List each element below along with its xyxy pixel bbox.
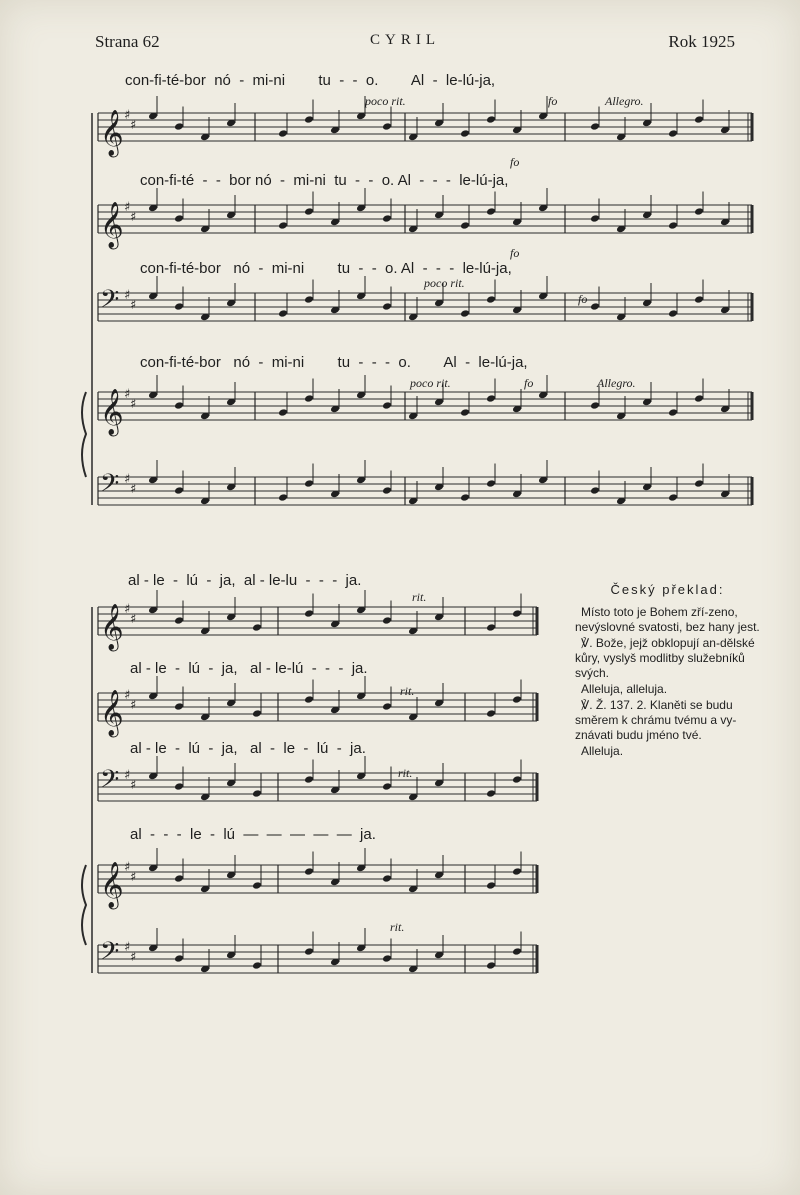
sharp-icon: ♯ — [124, 387, 131, 402]
sharp-icon: ♯ — [124, 688, 131, 703]
lyric-line: al - - - le - lú — — — — — ja. — [130, 826, 376, 843]
dynamic-marking: fo — [578, 292, 588, 306]
treble-clef-icon: 𝄞 — [100, 110, 124, 156]
bass-clef-icon: 𝄢 — [100, 765, 120, 800]
note-head — [174, 782, 184, 791]
sharp-icon: ♯ — [124, 200, 131, 215]
bass-clef-icon: 𝄢 — [100, 937, 120, 972]
note-head — [590, 401, 600, 410]
note-head — [460, 129, 470, 138]
note-head — [460, 493, 470, 502]
note-head — [174, 122, 184, 131]
sharp-icon: ♯ — [124, 768, 131, 783]
translation-paragraph: ℣. Ž. 137. 2. Klaněti se budu směrem k chrámu tvému a vy-znávati budu jméno tvé. — [575, 698, 737, 742]
note-head — [174, 702, 184, 711]
note-head — [382, 702, 392, 711]
note-head — [304, 115, 314, 124]
year-label: Rok 1925 — [668, 32, 735, 51]
tempo-marking: poco rit. — [424, 276, 465, 290]
note-head — [668, 309, 678, 318]
note-head — [174, 302, 184, 311]
note-head — [382, 122, 392, 131]
note-head — [382, 782, 392, 791]
treble-clef-icon: 𝄞 — [100, 202, 124, 248]
note-head — [252, 709, 262, 718]
sharp-icon: ♯ — [124, 288, 131, 303]
note-head — [382, 486, 392, 495]
sharp-icon: ♯ — [130, 778, 137, 793]
note-head — [694, 479, 704, 488]
note-head — [590, 302, 600, 311]
translation-paragraph: Alleluja. — [581, 744, 624, 758]
note-head — [174, 874, 184, 883]
sharp-icon: ♯ — [130, 870, 137, 885]
tempo-marking: poco rit. — [365, 94, 406, 108]
note-head — [304, 609, 314, 618]
sharp-icon: ♯ — [130, 950, 137, 965]
lyric-line: con-fi-té - - bor nó - mi-ni tu - - o. Al - - - le-lú-ja, — [140, 172, 509, 189]
lyric-line: al - le - lú - ja, al - le-lú - - - ja. — [130, 660, 368, 677]
note-head — [252, 789, 262, 798]
note-head — [304, 394, 314, 403]
note-head — [460, 408, 470, 417]
note-head — [278, 221, 288, 230]
translation-title: Český překlad: — [610, 582, 725, 597]
note-head — [512, 867, 522, 876]
lyric-line: con-fi-té-bor nó - mi-ni tu - - o. Al - - - le-lú-ja, — [140, 260, 512, 277]
note-head — [668, 493, 678, 502]
sharp-icon: ♯ — [130, 397, 137, 412]
note-head — [304, 295, 314, 304]
note-head — [694, 115, 704, 124]
note-head — [486, 881, 496, 890]
sharp-icon: ♯ — [124, 602, 131, 617]
tempo-marking: Allegro. — [597, 376, 636, 390]
note-head — [512, 947, 522, 956]
note-head — [304, 775, 314, 784]
page-number: Strana 62 — [95, 32, 160, 51]
lyric-line: con-fi-té-bor nó - mi-ni tu - - o. Al - le-lú-ja, — [125, 72, 496, 89]
note-head — [304, 479, 314, 488]
dynamic-marking: fo — [524, 376, 534, 390]
note-head — [590, 486, 600, 495]
bass-clef-icon: 𝄢 — [100, 285, 120, 320]
note-head — [278, 493, 288, 502]
lyric-line: al - le - lú - ja, al - le-lu - - - ja. — [128, 572, 362, 589]
bass-clef-icon: 𝄢 — [100, 469, 120, 504]
note-head — [278, 408, 288, 417]
journal-title: CYRIL — [370, 32, 440, 48]
tempo-marking: rit. — [400, 684, 415, 698]
sharp-icon: ♯ — [130, 612, 137, 627]
note-head — [512, 609, 522, 618]
note-head — [460, 221, 470, 230]
note-head — [174, 954, 184, 963]
note-head — [304, 867, 314, 876]
sharp-icon: ♯ — [124, 108, 131, 123]
note-head — [486, 623, 496, 632]
brace-icon — [82, 865, 86, 945]
treble-clef-icon: 𝄞 — [100, 389, 124, 435]
note-head — [278, 309, 288, 318]
note-head — [486, 295, 496, 304]
note-head — [694, 207, 704, 216]
translation-paragraph: Místo toto je Bohem zří-zeno, nevýslovné svatosti, bez hany jest. — [575, 605, 760, 634]
note-head — [382, 616, 392, 625]
note-head — [486, 115, 496, 124]
sharp-icon: ♯ — [130, 482, 137, 497]
sharp-icon: ♯ — [124, 860, 131, 875]
brace-icon — [82, 392, 86, 477]
note-head — [304, 695, 314, 704]
note-head — [486, 709, 496, 718]
note-head — [486, 479, 496, 488]
note-head — [460, 309, 470, 318]
treble-clef-icon: 𝄞 — [100, 690, 124, 736]
sharp-icon: ♯ — [130, 118, 137, 133]
note-head — [174, 486, 184, 495]
note-head — [304, 947, 314, 956]
note-head — [382, 401, 392, 410]
note-head — [486, 207, 496, 216]
note-head — [174, 401, 184, 410]
treble-clef-icon: 𝄞 — [100, 604, 124, 650]
note-head — [590, 214, 600, 223]
note-head — [486, 961, 496, 970]
note-head — [512, 775, 522, 784]
note-head — [668, 408, 678, 417]
sharp-icon: ♯ — [130, 210, 137, 225]
sharp-icon: ♯ — [124, 472, 131, 487]
tempo-marking: rit. — [412, 590, 427, 604]
dynamic-marking: fo — [510, 246, 520, 260]
note-head — [668, 129, 678, 138]
note-head — [174, 214, 184, 223]
lyric-line: con-fi-té-bor nó - mi-ni tu - - - o. Al - le-lú-ja, — [140, 354, 528, 371]
note-head — [486, 394, 496, 403]
note-head — [304, 207, 314, 216]
tempo-marking: poco rit. — [410, 376, 451, 390]
note-head — [252, 623, 262, 632]
translation-paragraph: ℣. Bože, jejž obklopují an-dělské kůry, vyslyš modlitby služebníků svých. — [575, 636, 755, 680]
note-head — [590, 122, 600, 131]
note-head — [382, 214, 392, 223]
tempo-marking: rit. — [398, 766, 413, 780]
translation-box — [575, 582, 760, 760]
sharp-icon: ♯ — [124, 940, 131, 955]
dynamic-marking: fo — [510, 155, 520, 169]
note-head — [252, 881, 262, 890]
tempo-marking: rit. — [390, 920, 405, 934]
note-head — [694, 394, 704, 403]
lyric-line: al - le - lú - ja, al - le - lú - ja. — [130, 740, 366, 757]
note-head — [694, 295, 704, 304]
note-head — [512, 695, 522, 704]
note-head — [174, 616, 184, 625]
treble-clef-icon: 𝄞 — [100, 862, 124, 908]
dynamic-marking: fo — [548, 94, 558, 108]
note-head — [668, 221, 678, 230]
sharp-icon: ♯ — [130, 298, 137, 313]
sharp-icon: ♯ — [130, 698, 137, 713]
note-head — [382, 954, 392, 963]
note-head — [278, 129, 288, 138]
note-head — [486, 789, 496, 798]
note-head — [382, 302, 392, 311]
translation-paragraph: Alleluja, alleluja. — [581, 682, 668, 696]
note-head — [382, 874, 392, 883]
tempo-marking: Allegro. — [605, 94, 644, 108]
note-head — [252, 961, 262, 970]
